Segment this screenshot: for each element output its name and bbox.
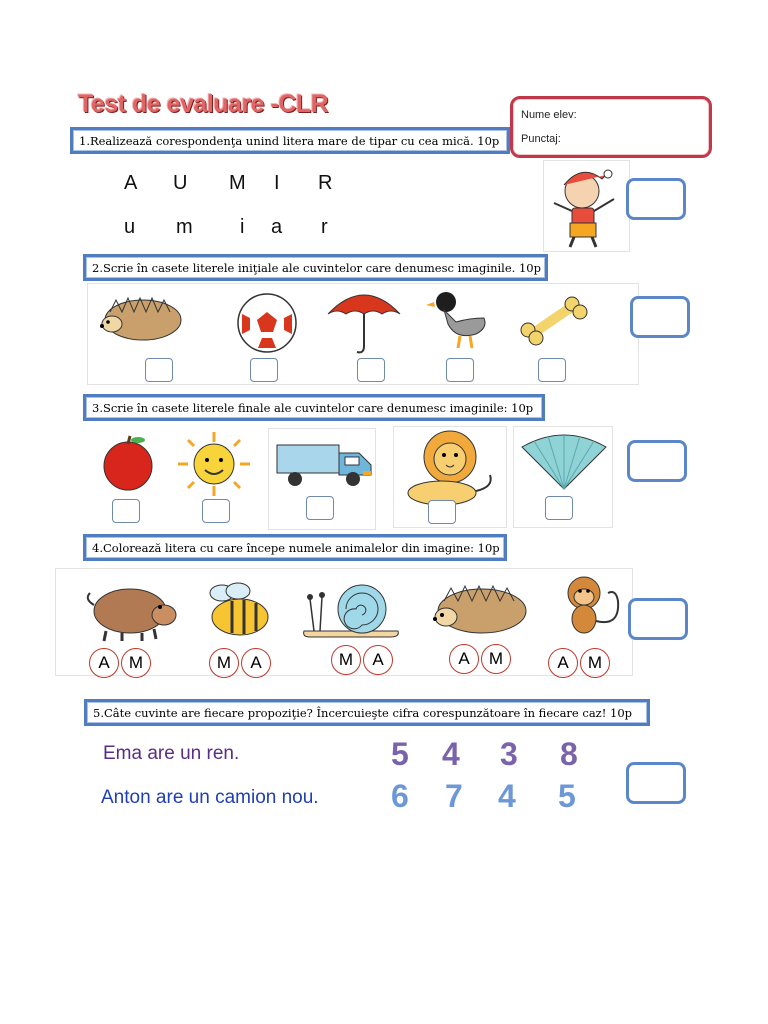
task4-pictures-panel xyxy=(55,568,633,676)
letter-choice[interactable]: A xyxy=(548,648,578,678)
answer-box[interactable] xyxy=(545,496,573,520)
snail-icon xyxy=(300,577,404,639)
answer-box[interactable] xyxy=(306,496,334,520)
task1-score-box[interactable] xyxy=(626,178,686,220)
lower-letter: m xyxy=(176,216,193,238)
letter-choice[interactable]: M xyxy=(209,648,239,678)
apple-icon xyxy=(94,436,162,492)
letter-choice-pair xyxy=(548,648,610,678)
letter-choice[interactable]: A xyxy=(241,648,271,678)
bone-icon xyxy=(520,298,590,346)
answer-box[interactable] xyxy=(202,499,230,523)
lower-letter: i xyxy=(240,216,245,238)
lower-letter: r xyxy=(321,216,328,238)
hedgehog-icon xyxy=(98,292,188,347)
bee-icon xyxy=(202,583,272,639)
number-option[interactable]: 7 xyxy=(445,778,463,814)
task4-instruction: 4.Colorează litera cu care începe numele animalelor din imagine: 10p xyxy=(83,534,507,561)
answer-box[interactable] xyxy=(250,358,278,382)
letter-choice[interactable]: M xyxy=(481,644,511,674)
boar-icon xyxy=(82,575,178,641)
letter-choice[interactable]: A xyxy=(89,648,119,678)
letter-choice[interactable]: M xyxy=(580,648,610,678)
answer-box[interactable] xyxy=(145,358,173,382)
duck-icon xyxy=(426,288,490,354)
letter-choice[interactable]: A xyxy=(449,644,479,674)
sentence-1: Ema are un ren. xyxy=(103,743,240,764)
task5-instruction: 5.Câte cuvinte are fiecare propoziţie? Încercuieşte cifra corespunzătoare în fiecare caz! 10p xyxy=(84,699,650,726)
letter-choice[interactable]: A xyxy=(363,645,393,675)
number-option[interactable]: 5 xyxy=(391,736,409,772)
truck-icon xyxy=(275,439,373,489)
umbrella-icon xyxy=(324,286,404,356)
task5-score-box[interactable] xyxy=(626,762,686,804)
task2-pictures-panel xyxy=(87,283,639,385)
sentence-2: Anton are un camion nou. xyxy=(101,787,319,808)
letter-choice-pair xyxy=(449,644,511,674)
fan-icon xyxy=(520,433,606,493)
answer-box[interactable] xyxy=(428,500,456,524)
lower-letter: u xyxy=(124,216,136,238)
letter-choice-pair xyxy=(89,648,151,678)
monkey-icon xyxy=(556,571,628,641)
upper-letter: I xyxy=(274,172,280,194)
letter-choice-pair xyxy=(209,648,271,678)
answer-box[interactable] xyxy=(538,358,566,382)
upper-letter: U xyxy=(173,172,188,194)
number-option[interactable]: 6 xyxy=(391,778,409,814)
number-option[interactable]: 8 xyxy=(560,736,578,772)
upper-letter: R xyxy=(318,172,333,194)
task3-score-box[interactable] xyxy=(627,440,687,482)
task4-score-box[interactable] xyxy=(628,598,688,640)
sun-icon xyxy=(172,432,256,496)
student-name-label: Nume elev: xyxy=(521,109,577,121)
number-option[interactable]: 5 xyxy=(558,778,576,814)
upper-letter: M xyxy=(229,172,246,194)
letter-choice[interactable]: M xyxy=(331,645,361,675)
lower-letter: a xyxy=(271,216,283,238)
task3-instruction: 3.Scrie în casete literele finale ale cuvintelor care denumesc imaginile: 10p xyxy=(83,394,545,421)
hedgehog-icon xyxy=(430,579,534,639)
child-icon xyxy=(544,161,629,251)
upper-letter: A xyxy=(124,172,138,194)
answer-box[interactable] xyxy=(446,358,474,382)
answer-box[interactable] xyxy=(112,499,140,523)
task1-instruction: 1.Realizează corespondenţa unind litera mare de tipar cu cea mică. 10p xyxy=(70,127,510,154)
answer-box[interactable] xyxy=(357,358,385,382)
test-title: Test de evaluare -CLR xyxy=(78,90,329,118)
number-option[interactable]: 4 xyxy=(498,778,516,814)
child-illustration xyxy=(543,160,630,252)
letter-choice-pair xyxy=(331,645,393,675)
ball-icon xyxy=(236,292,298,354)
number-option[interactable]: 3 xyxy=(500,736,518,772)
task2-instruction: 2.Scrie în casete literele iniţiale ale cuvintelor care denumesc imaginile. 10p xyxy=(83,254,548,281)
task2-score-box[interactable] xyxy=(630,296,690,338)
student-info-box xyxy=(510,96,712,158)
score-label: Punctaj: xyxy=(521,133,561,145)
letter-choice[interactable]: M xyxy=(121,648,151,678)
number-option[interactable]: 4 xyxy=(442,736,460,772)
lion-icon xyxy=(398,429,498,509)
